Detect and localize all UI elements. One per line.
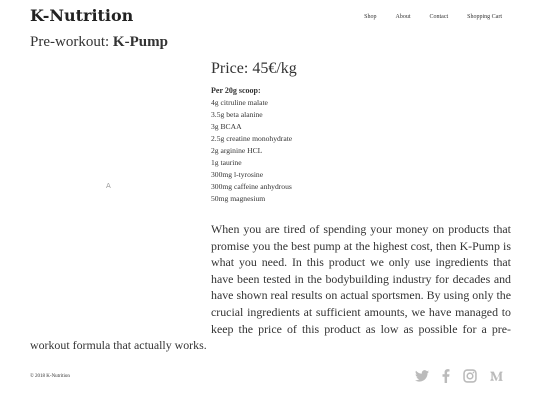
ingredient-item: 50mg magnesium: [211, 194, 266, 203]
social-links: [415, 369, 504, 383]
ingredient-item: 1g taurine: [211, 158, 242, 167]
page-title: [30, 34, 168, 51]
product-description-text: When you are tired of spending your money on products that promise you the best pump at the highest cost, then K-Pump is what you need. In this product we only use ingredients that have been tested in the bodybuilding industry for decades and have shown real results on actual sportsmen. By using only the crucial ingredients at sufficient amounts, we have managed to keep the price of this product as low as possible for a pre-workout formula that actually works.: [30, 222, 511, 353]
nav-shop[interactable]: Shop: [364, 14, 377, 20]
ingredient-item: 300mg caffeine anhydrous: [211, 182, 292, 191]
nav-about[interactable]: About: [395, 14, 411, 20]
product-price: Price: 45€/kg: [211, 60, 297, 77]
product-category: Pre-workout:: [30, 34, 110, 50]
main-nav: [364, 14, 502, 20]
ingredient-item: 2.5g creatine monohydrate: [211, 134, 293, 143]
product-name: K-Pump: [112, 34, 168, 50]
broken-image-icon: A: [106, 182, 111, 190]
footer-copyright: © 2018 K-Nutrition: [30, 374, 70, 379]
product-image: [30, 60, 190, 230]
ingredient-item: 3g BCAA: [211, 122, 242, 131]
ingredient-item: 4g citruline malate: [211, 98, 268, 107]
instagram-icon[interactable]: [463, 369, 477, 383]
ingredient-list: [211, 97, 292, 205]
product-description: [30, 221, 511, 354]
nav-contact[interactable]: Contact: [429, 14, 449, 20]
brand-logo[interactable]: K-Nutrition: [30, 6, 134, 25]
ingredient-item: 300mg l-tyrosine: [211, 170, 264, 179]
ingredient-item: 2g arginine HCL: [211, 146, 263, 155]
medium-icon[interactable]: [490, 370, 504, 382]
twitter-icon[interactable]: [415, 370, 429, 382]
ingredient-item: 3.5g beta alanine: [211, 110, 263, 119]
nav-shopping-cart[interactable]: Shopping Cart: [467, 14, 502, 20]
facebook-icon[interactable]: [442, 369, 450, 383]
serving-heading: Per 20g scoop:: [211, 86, 261, 95]
